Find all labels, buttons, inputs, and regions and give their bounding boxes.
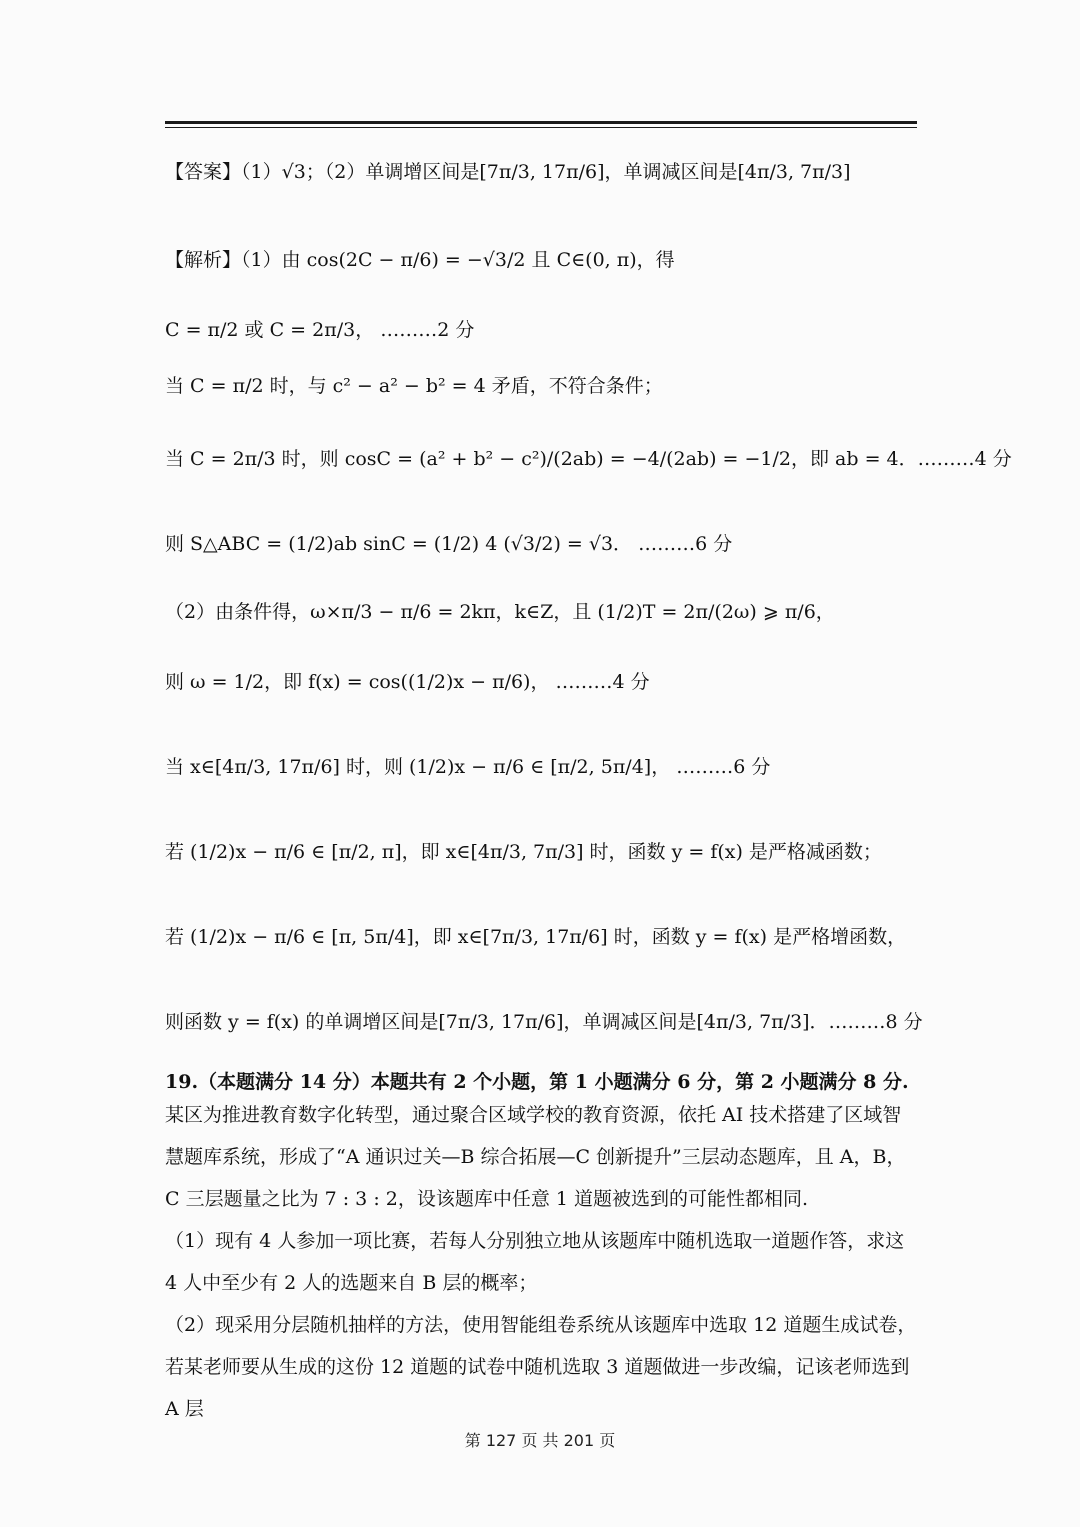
question-header: 19.（本题满分 14 分）本题共有 2 个小题，第 1 小题满分 6 分，第 2 小题满分 8 分. (165, 1071, 909, 1093)
analysis-line: （2）由条件得，ω×π/3 − π/6 = 2kπ，k∈Z，且 (1/2)T = 2π/(2ω) ⩾ π/6， (165, 601, 835, 623)
analysis-line: 则函数 y = f(x) 的单调增区间是[7π/3, 17π/6]，单调减区间是[4π/3, 7π/3]．………8 分 (165, 1011, 923, 1033)
analysis-line: C = π/2 或 C = 2π/3， ………2 分 (165, 319, 475, 341)
analysis-line: 若 (1/2)x − π/6 ∈ [π, 5π/4]，即 x∈[7π/3, 17π/6] 时，函数 y = f(x) 是严格增函数， (165, 926, 907, 948)
analysis-line: 若 (1/2)x − π/6 ∈ [π/2, π]，即 x∈[4π/3, 7π/3] 时，函数 y = f(x) 是严格减函数； (165, 841, 882, 863)
analysis-line: 【解析】（1）由 cos(2C − π/6) = −√3/2 且 C∈(0, π)，得 (165, 249, 675, 271)
question-part-2: （2）现采用分层随机抽样的方法，使用智能组卷系统从该题库中选取 12 道题生成试卷，若某老师要从生成的这份 12 道题的试卷中随机选取 3 道题做进一步改编，记该老师选到 A 层 (165, 1314, 917, 1420)
header-rule-thin (165, 127, 917, 128)
analysis-line: 则 S△ABC = (1/2)ab sinC = (1/2) 4 (√3/2) = √3． ………6 分 (165, 533, 733, 555)
analysis-line: 当 x∈[4π/3, 17π/6] 时，则 (1/2)x − π/6 ∈ [π/2, 5π/4]， ………6 分 (165, 756, 771, 778)
answer-line: 【答案】（1）√3；（2）单调增区间是[7π/3, 17π/6]，单调减区间是[4π/3, 7π/3] (165, 161, 851, 183)
question-part-1: （1）现有 4 人参加一项比赛，若每人分别独立地从该题库中随机选取一道题作答，求这 4 人中至少有 2 人的选题来自 B 层的概率； (165, 1230, 905, 1294)
analysis-line: 当 C = 2π/3 时，则 cosC = (a² + b² − c²)/(2ab) = −4/(2ab) = −1/2，即 ab = 4．………4 分 (165, 448, 1012, 470)
analysis-line: 当 C = π/2 时，与 c² − a² − b² = 4 矛盾，不符合条件； (165, 375, 663, 397)
analysis-line: 则 ω = 1/2，即 f(x) = cos((1/2)x − π/6)， ………4 分 (165, 671, 650, 693)
page-footer: 第 127 页 共 201 页 (464, 1431, 616, 1450)
header-rule (165, 121, 917, 124)
question-intro: 某区为推进教育数字化转型，通过聚合区域学校的教育资源，依托 AI 技术搭建了区域智慧题库系统，形成了“A 通识过关—B 综合拓展—C 创新提升”三层动态题库，且 A，B，C 三层题量之比为 7 : 3 : 2，设该题库中任意 1 道题被选到的可能性都相同. (165, 1104, 906, 1210)
